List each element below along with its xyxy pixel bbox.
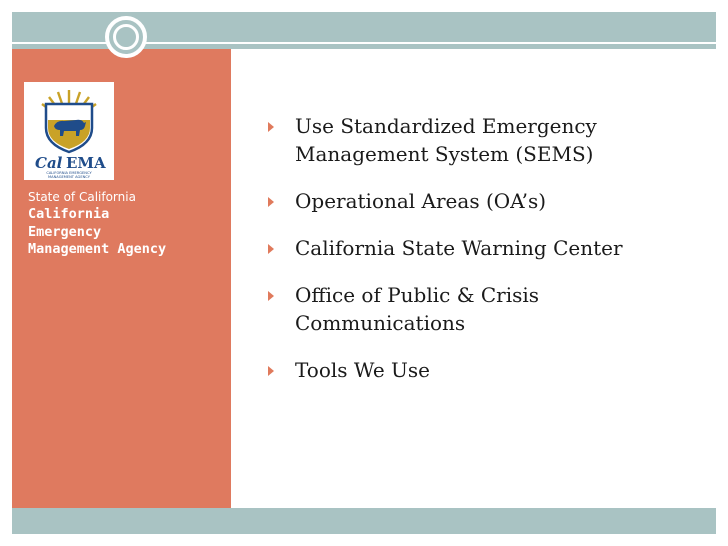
agency-name-line: California — [28, 206, 110, 222]
bullet-list — [268, 112, 708, 403]
bullet-item — [268, 234, 708, 262]
bullet-item — [268, 281, 708, 337]
bullet-text: Communications — [295, 311, 466, 335]
state-label: State of California — [28, 190, 136, 204]
bullet-arrow-icon — [268, 291, 274, 301]
agency-name-line: Emergency — [28, 223, 102, 240]
bullet-item — [268, 187, 708, 215]
agency-name-line: Management Agency — [28, 241, 167, 257]
bullet-item — [268, 112, 708, 168]
bullet-arrow-icon — [268, 122, 274, 132]
logo-tagline-2: MANAGEMENT AGENCY — [48, 175, 90, 179]
bullet-arrow-icon — [268, 244, 274, 254]
calema-logo — [24, 82, 114, 180]
calema-seal-icon — [24, 82, 114, 180]
agency-name — [28, 206, 228, 259]
bullet-text: Use Standardized Emergency — [295, 114, 597, 138]
logo-tagline-1: CALIFORNIA EMERGENCY — [46, 171, 92, 175]
logo-wordmark-right: EMA — [66, 154, 106, 172]
bullet-text: Tools We Use — [295, 358, 430, 382]
bullet-text: Operational Areas (OA’s) — [295, 189, 547, 213]
bullet-arrow-icon — [268, 197, 274, 207]
bottom-band — [12, 508, 716, 534]
bullet-text: Management System (SEMS) — [295, 142, 594, 166]
bullet-arrow-icon — [268, 366, 274, 376]
bullet-text: Office of Public & Crisis — [295, 283, 540, 307]
bullet-item — [268, 356, 708, 384]
logo-wordmark-left: Cal — [35, 154, 63, 172]
circle-ornament-icon — [105, 16, 147, 58]
bullet-text: California State Warning Center — [295, 236, 623, 260]
